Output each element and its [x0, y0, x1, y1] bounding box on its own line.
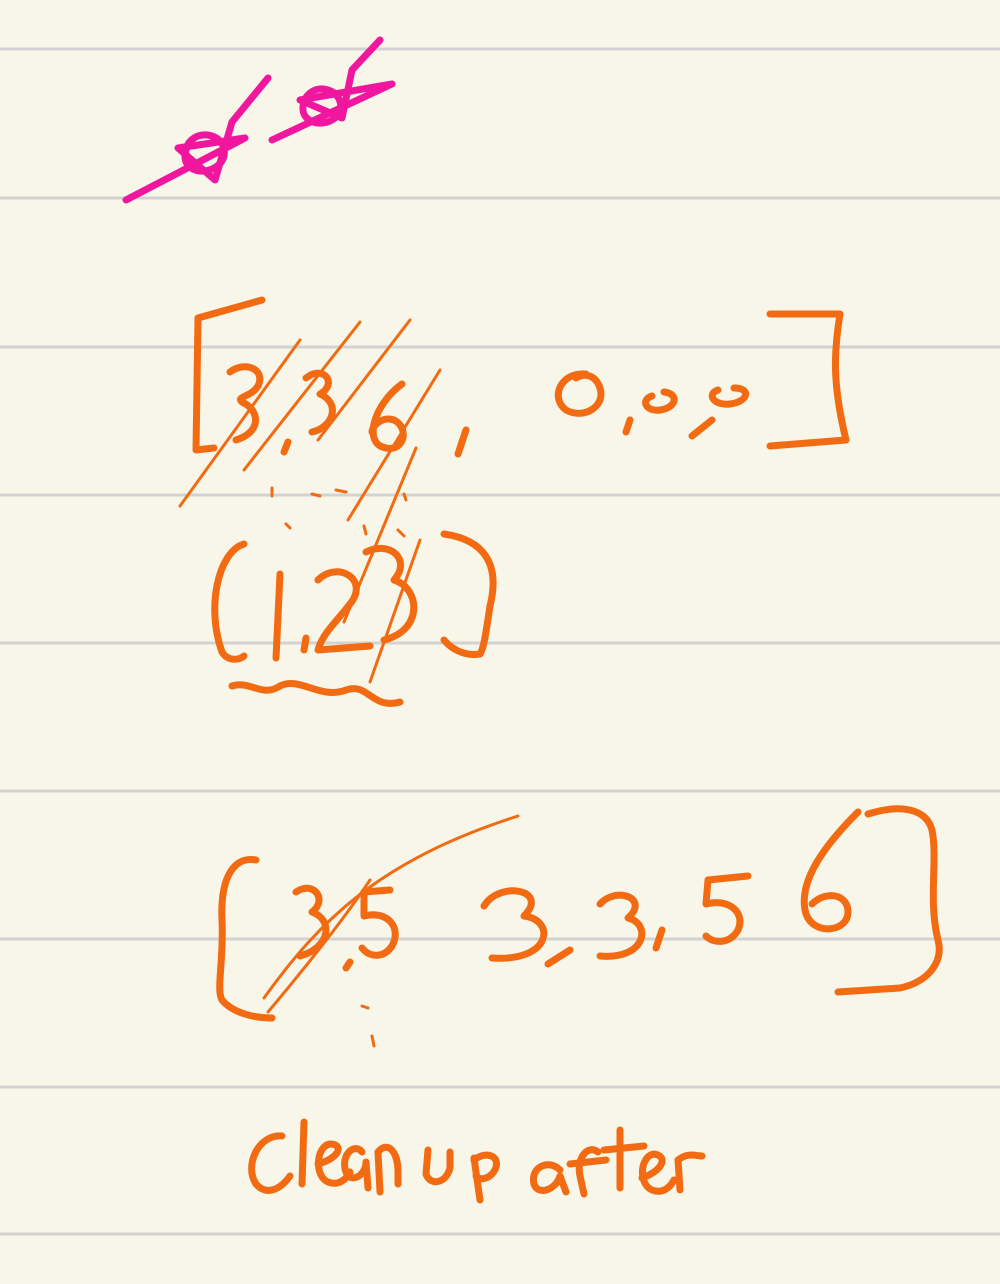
pink-star-doodle	[126, 40, 392, 200]
caption-strokes	[252, 1122, 702, 1200]
ruled-lines	[0, 49, 1000, 1234]
array-middle-strokes	[215, 534, 493, 703]
array-bottom-strokes	[220, 809, 940, 1046]
